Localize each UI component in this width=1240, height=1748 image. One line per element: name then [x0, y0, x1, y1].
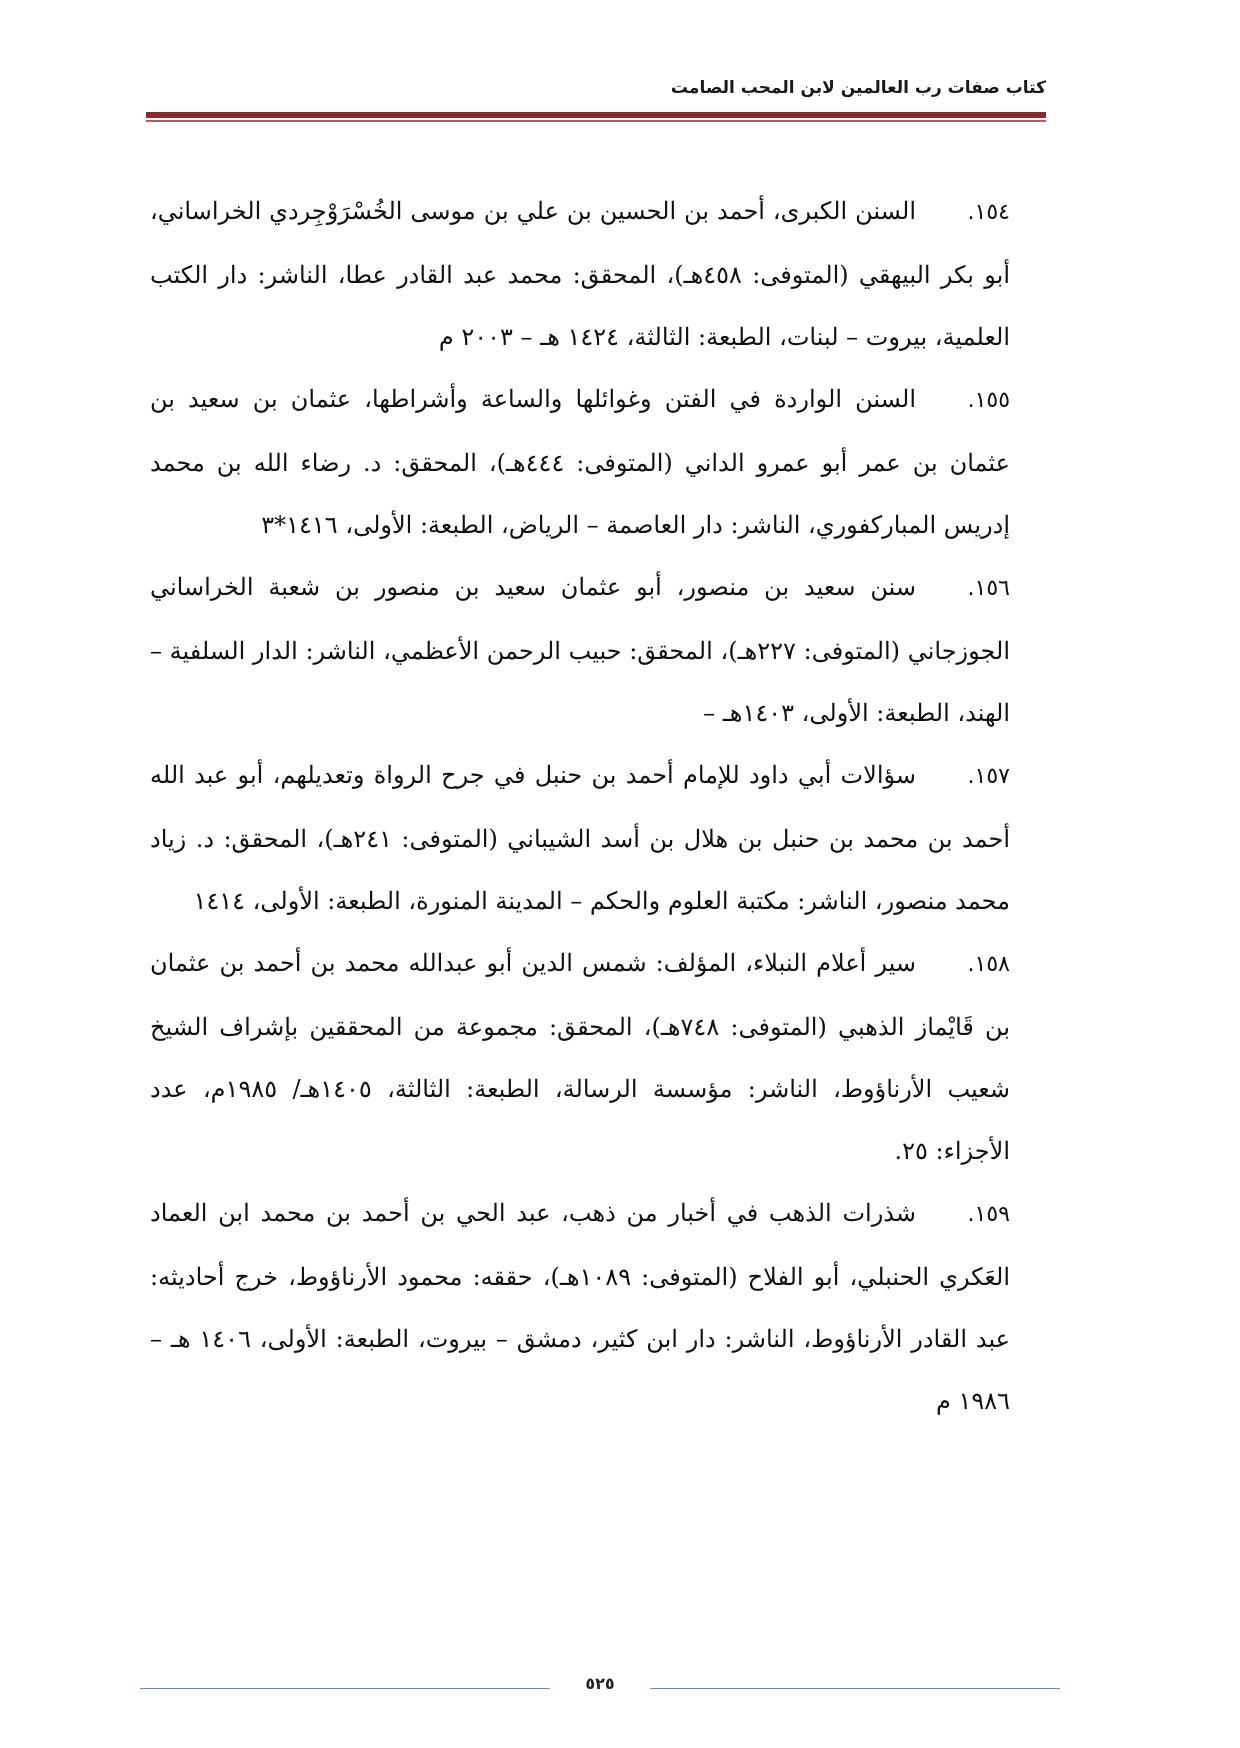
reference-item	[150, 368, 1010, 556]
reference-text: السنن الواردة في الفتن وغوائلها والساعة وأشراطها، عثمان بن سعيد بن عثمان بن عمر أبو عمرو الداني (المتوفى: ٤٤٤هـ)، المحقق: د. رضاء الله بن محمد إدريس المباركفوري، الناشر: دار العاصمة – الرياض، الطبعة: الأولى، ١٤١٦*٣	[150, 385, 1010, 539]
header-rule-thin	[146, 120, 1046, 122]
reference-text: سنن سعيد بن منصور، أبو عثمان سعيد بن منصور بن شعبة الخراساني الجوزجاني (المتوفى: ٢٢٧هـ)، المحقق: حبيب الرحمن الأعظمي، الناشر: الدار السلفية – الهند، الطبعة: الأولى، ١٤٠٣هـ –	[150, 573, 1011, 727]
reference-number: ١٥٤.	[967, 200, 1010, 225]
reference-number: ١٥٦.	[967, 576, 1010, 601]
reference-text: سؤالات أبي داود للإمام أحمد بن حنبل في جرح الرواة وتعديلهم، أبو عبد الله أحمد بن محمد بن حنبل بن هلال بن أسد الشيباني (المتوفى: ٢٤١هـ)، المحقق: د. زياد محمد منصور، الناشر: مكتبة العلوم والحكم – المدينة المنورة، الطبعة: الأولى، ١٤١٤	[150, 761, 1010, 915]
reference-text: شذرات الذهب في أخبار من ذهب، عبد الحي بن أحمد بن محمد ابن العماد العَكري الحنبلي، أبو الفلاح (المتوفى: ١٠٨٩هـ)، حققه: محمود الأرناؤوط، خرج أحاديثه: عبد القادر الأرناؤوط، الناشر: دار ابن كثير، دمشق – بيروت، الطبعة: الأولى، ١٤٠٦ هـ – ١٩٨٦ م	[150, 1199, 1010, 1415]
reference-item	[150, 744, 1010, 932]
reference-item	[150, 180, 1010, 368]
book-title: كتاب صفات رب العالمين لابن المحب الصامت	[670, 78, 1046, 98]
reference-number: ١٥٥.	[967, 388, 1011, 413]
reference-text: السنن الكبرى، أحمد بن الحسين بن علي بن موسى الخُسْرَوْجِردي الخراساني، أبو بكر البيهقي (المتوفى: ٤٥٨هـ)، المحقق: محمد عبد القادر عطا، الناشر: دار الكتب العلمية، بيروت – لبنات، الطبعة: الثالثة، ١٤٢٤ هـ – ٢٠٠٣ م	[150, 197, 1011, 351]
reference-number: ١٥٩.	[967, 1202, 1010, 1227]
header-rule	[146, 112, 1046, 118]
footer-rule-right	[650, 1688, 1060, 1689]
page-header	[146, 78, 1046, 124]
reference-item	[150, 932, 1010, 1182]
reference-item	[150, 556, 1010, 744]
reference-text: سير أعلام النبلاء، المؤلف: شمس الدين أبو عبدالله محمد بن أحمد بن عثمان بن قَايْماز الذهبي (المتوفى: ٧٤٨هـ)، المحقق: مجموعة من المحققين بإشراف الشيخ شعيب الأرناؤوط، الناشر: مؤسسة الرسالة، الطبعة: الثالثة، ١٤٠٥هـ/ ١٩٨٥م، عدد الأجزاء: ٢٥.	[150, 949, 1010, 1165]
reference-number: ١٥٧.	[967, 764, 1010, 789]
reference-list	[150, 180, 1010, 1432]
page-footer	[140, 1674, 1060, 1704]
reference-number: ١٥٨.	[967, 952, 1010, 977]
reference-item	[150, 1182, 1010, 1432]
page-number: ٥٢٥	[585, 1674, 615, 1693]
